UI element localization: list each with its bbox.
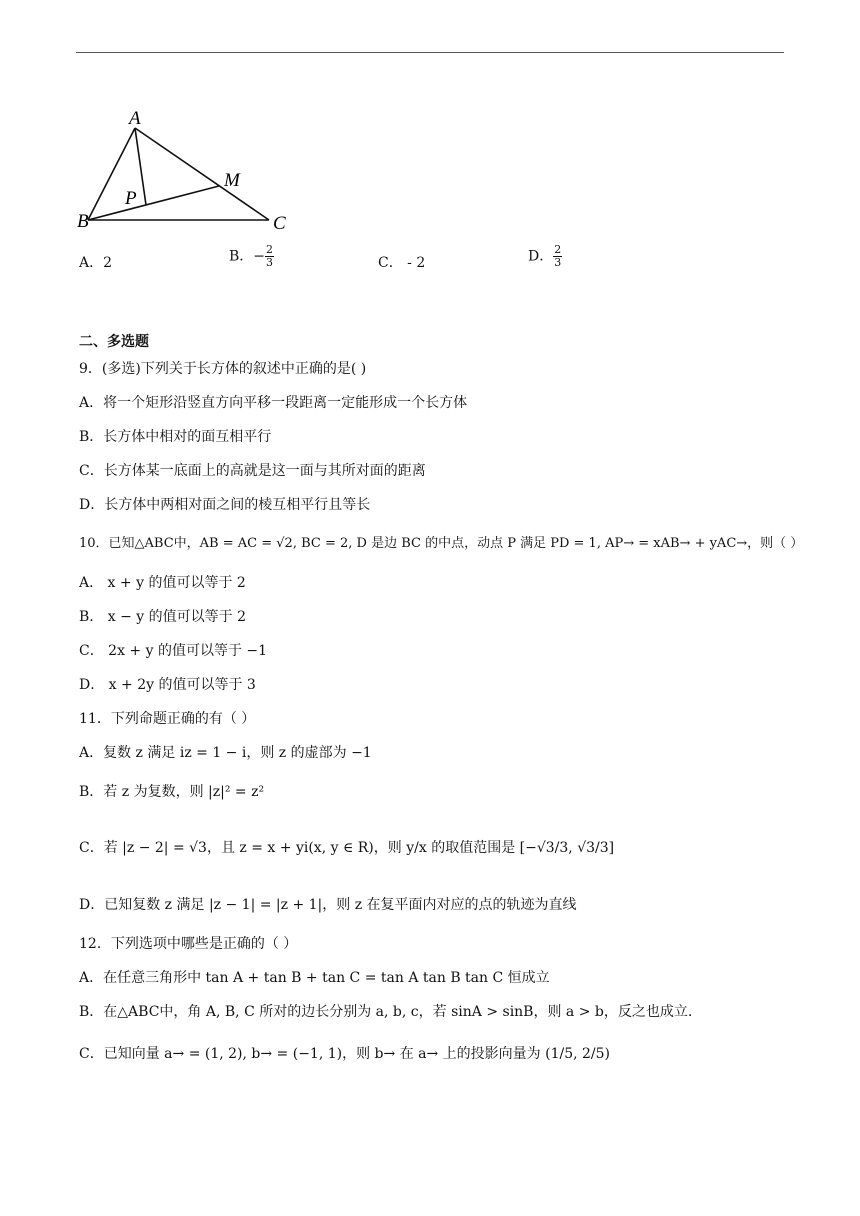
q8-option-b-prefix: B． bbox=[229, 248, 254, 265]
segment-ap bbox=[135, 128, 146, 205]
q10-option-d: D． x + 2y 的值可以等于 3 bbox=[79, 677, 256, 693]
q8-option-d-num: 2 bbox=[554, 243, 562, 256]
q11-option-b: B．若 z 为复数，则 |z|² = z² bbox=[79, 784, 265, 800]
q8-option-d-prefix: D． bbox=[528, 248, 554, 265]
label-a: A bbox=[129, 108, 141, 129]
label-b: B bbox=[77, 211, 89, 232]
q12-option-b: B．在△ABC中，角 A, B, C 所对的边长分别为 a, b, c，若 sinA > sinB，则 a > b，反之也成立. bbox=[79, 1004, 693, 1020]
triangle-diagram bbox=[72, 104, 302, 238]
q8-option-b-num: 2 bbox=[266, 243, 274, 256]
q12-stem: 12．下列选项中哪些是正确的（ ） bbox=[79, 936, 298, 952]
q8-option-d-fraction bbox=[553, 244, 562, 269]
q9-option-b: B．长方体中相对的面互相平行 bbox=[79, 429, 272, 445]
q8-option-b-fraction bbox=[265, 244, 274, 269]
segment-bm bbox=[88, 186, 219, 220]
label-m: M bbox=[224, 170, 240, 191]
label-c: C bbox=[273, 213, 286, 234]
q8-option-b-den: 3 bbox=[266, 256, 274, 269]
q12-option-c: C．已知向量 a→ = (1, 2), b→ = (−1, 1)，则 b→ 在 a→ 上的投影向量为 (1/5, 2/5) bbox=[79, 1046, 611, 1062]
q8-option-d-den: 3 bbox=[554, 256, 562, 269]
q9-stem: 9．(多选)下列关于长方体的叙述中正确的是( ) bbox=[79, 361, 367, 377]
section-heading: 二、多选题 bbox=[79, 334, 149, 350]
q11-option-d: D．已知复数 z 满足 |z − 1| = |z + 1|，则 z 在复平面内对应的点的轨迹为直线 bbox=[79, 897, 577, 913]
triangle-figure bbox=[72, 104, 302, 238]
label-p: P bbox=[125, 188, 137, 209]
q11-option-c: C．若 |z − 2| = √3，且 z = x + yi(x, y ∈ R)，则 y/x 的取值范围是 [−√3/3, √3/3] bbox=[79, 840, 615, 856]
q10-stem: 10．已知△ABC中，AB = AC = √2, BC = 2, D 是边 BC 的中点，动点 P 满足 PD = 1, AP→ = xAB→ + yAC→，则（ ） bbox=[79, 536, 804, 551]
header-rule bbox=[76, 52, 784, 53]
q10-option-a: A． x + y 的值可以等于 2 bbox=[79, 575, 246, 591]
q12-option-a: A．在任意三角形中 tan A + tan B + tan C = tan A tan B tan C 恒成立 bbox=[79, 970, 550, 986]
edge-ac bbox=[135, 128, 269, 220]
q10-option-c: C． 2x + y 的值可以等于 −1 bbox=[79, 643, 268, 659]
q9-option-a: A．将一个矩形沿竖直方向平移一段距离一定能形成一个长方体 bbox=[79, 395, 468, 411]
q8-option-b-sign: − bbox=[253, 248, 266, 265]
q10-option-b: B． x − y 的值可以等于 2 bbox=[79, 609, 246, 625]
q8-option-d bbox=[528, 244, 562, 269]
q11-option-a: A．复数 z 满足 iz = 1 − i，则 z 的虚部为 −1 bbox=[79, 745, 372, 761]
q11-stem: 11．下列命题正确的有（ ） bbox=[79, 711, 256, 727]
q9-option-c: C．长方体某一底面上的高就是这一面与其所对面的距离 bbox=[79, 463, 426, 479]
q9-option-d: D．长方体中两相对面之间的棱互相平行且等长 bbox=[79, 497, 371, 513]
q8-option-a: A．2 bbox=[79, 255, 113, 271]
q8-option-c: C． - 2 bbox=[378, 255, 426, 271]
q8-option-b bbox=[229, 244, 274, 269]
